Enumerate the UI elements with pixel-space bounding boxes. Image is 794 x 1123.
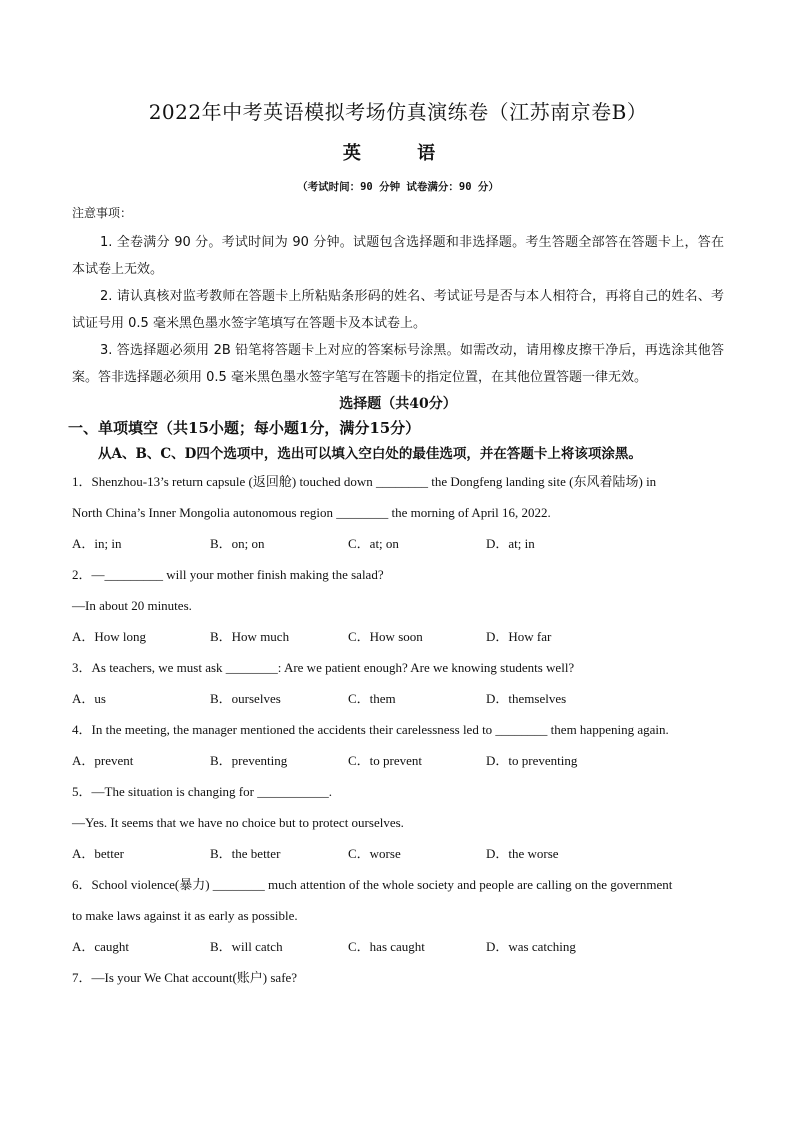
- answer-option: B．How much: [210, 629, 290, 644]
- exam-page: [68, 96, 724, 993]
- answer-option: C．at; on: [348, 536, 399, 551]
- answer-option: C．them: [348, 691, 396, 706]
- answer-option: D．to preventing: [486, 753, 578, 768]
- question-7: [72, 962, 724, 993]
- question-text: 1．Shenzhou-13’s return capsule (返回舱) touched down ________ the Dongfeng landing site (东风着陆场) in: [72, 474, 657, 489]
- answer-option: C．has caught: [348, 939, 425, 954]
- answer-option: A．prevent: [72, 753, 134, 768]
- question-text: North China’s Inner Mongolia autonomous region ________ the morning of April 16, 2022.: [72, 505, 551, 520]
- question-text: —In about 20 minutes.: [72, 598, 192, 613]
- question-text: 6．School violence(暴力) ________ much attention of the whole society and people are calling on the government: [72, 877, 673, 892]
- answer-option: C．worse: [348, 846, 401, 861]
- answer-options: [72, 528, 724, 559]
- answer-option: D．themselves: [486, 691, 567, 706]
- answer-option: A．caught: [72, 939, 130, 954]
- answer-option: A．better: [72, 846, 124, 861]
- answer-option: B．will catch: [210, 939, 283, 954]
- answer-option: C．How soon: [348, 629, 423, 644]
- section-heading: 一、单项填空（共15小题；每小题1分，满分15分）: [68, 419, 421, 437]
- question-text: 2．—_________ will your mother finish making the salad?: [72, 567, 384, 582]
- answer-options: [72, 838, 724, 869]
- section-instruction: 从A、B、C、D四个选项中，选出可以填入空白处的最佳选项，并在答题卡上将该项涂黑。: [98, 446, 642, 462]
- question-text: 4．In the meeting, the manager mentioned the accidents their carelessness led to ________ them happening again.: [72, 722, 669, 737]
- question-3: [72, 652, 724, 714]
- answer-option: A．in; in: [72, 536, 122, 551]
- answer-options: [72, 621, 724, 652]
- notice-item: 3. 答选择题必须用 2B 铅笔将答题卡上对应的答案标号涂黑。如需改动，请用橡皮擦干净后，再选涂其他答案。答非选择题必须用 0.5 毫米黑色墨水签字笔写在答题卡的指定位置，在其他位置答题一律无效。: [72, 343, 724, 385]
- question-text: 7．—Is your We Chat account(账户) safe?: [72, 970, 298, 985]
- question-text: 5．—The situation is changing for ___________.: [72, 784, 332, 799]
- answer-option: D．was catching: [486, 939, 576, 954]
- question-list: [72, 466, 724, 993]
- answer-option: D．at; in: [486, 536, 535, 551]
- exam-title: 2022年中考英语模拟考场仿真演练卷（江苏南京卷B）: [148, 100, 648, 124]
- notice-item: 2. 请认真核对监考教师在答题卡上所粘贴条形码的姓名、考试证号是否与本人相符合，再将自己的姓名、考试证号用 0.5 毫米黑色墨水签字笔填写在答题卡及本试卷上。: [72, 289, 724, 331]
- answer-option: D．How far: [486, 629, 552, 644]
- answer-options: [72, 745, 724, 776]
- notice-item: 1. 全卷满分 90 分。考试时间为 90 分钟。试题包含选择题和非选择题。考生答题全部答在答题卡上，答在本试卷上无效。: [72, 235, 724, 277]
- answer-option: B．ourselves: [210, 691, 281, 706]
- answer-options: [72, 683, 724, 714]
- notice-title: 注意事项：: [72, 206, 133, 220]
- answer-options: [72, 931, 724, 962]
- question-6: [72, 869, 724, 962]
- question-text: —Yes. It seems that we have no choice but to protect ourselves.: [72, 815, 404, 830]
- question-2: [72, 559, 724, 652]
- question-5: [72, 776, 724, 869]
- answer-option: D．the worse: [486, 846, 559, 861]
- answer-option: B．preventing: [210, 753, 288, 768]
- question-text: 3．As teachers, we must ask ________: Are we patient enough? Are we knowing students well?: [72, 660, 575, 675]
- answer-option: B．on; on: [210, 536, 265, 551]
- exam-info: （考试时间：90 分钟 试卷满分：90 分）: [297, 181, 499, 193]
- part-heading: 选择题（共40分）: [339, 396, 457, 412]
- answer-option: C．to prevent: [348, 753, 423, 768]
- answer-option: B．the better: [210, 846, 281, 861]
- question-4: [72, 714, 724, 776]
- question-1: [72, 466, 724, 559]
- question-text: to make laws against it as early as possible.: [72, 908, 298, 923]
- answer-option: A．How long: [72, 629, 147, 644]
- answer-option: A．us: [72, 691, 106, 706]
- subject-title: 英 语: [342, 143, 454, 164]
